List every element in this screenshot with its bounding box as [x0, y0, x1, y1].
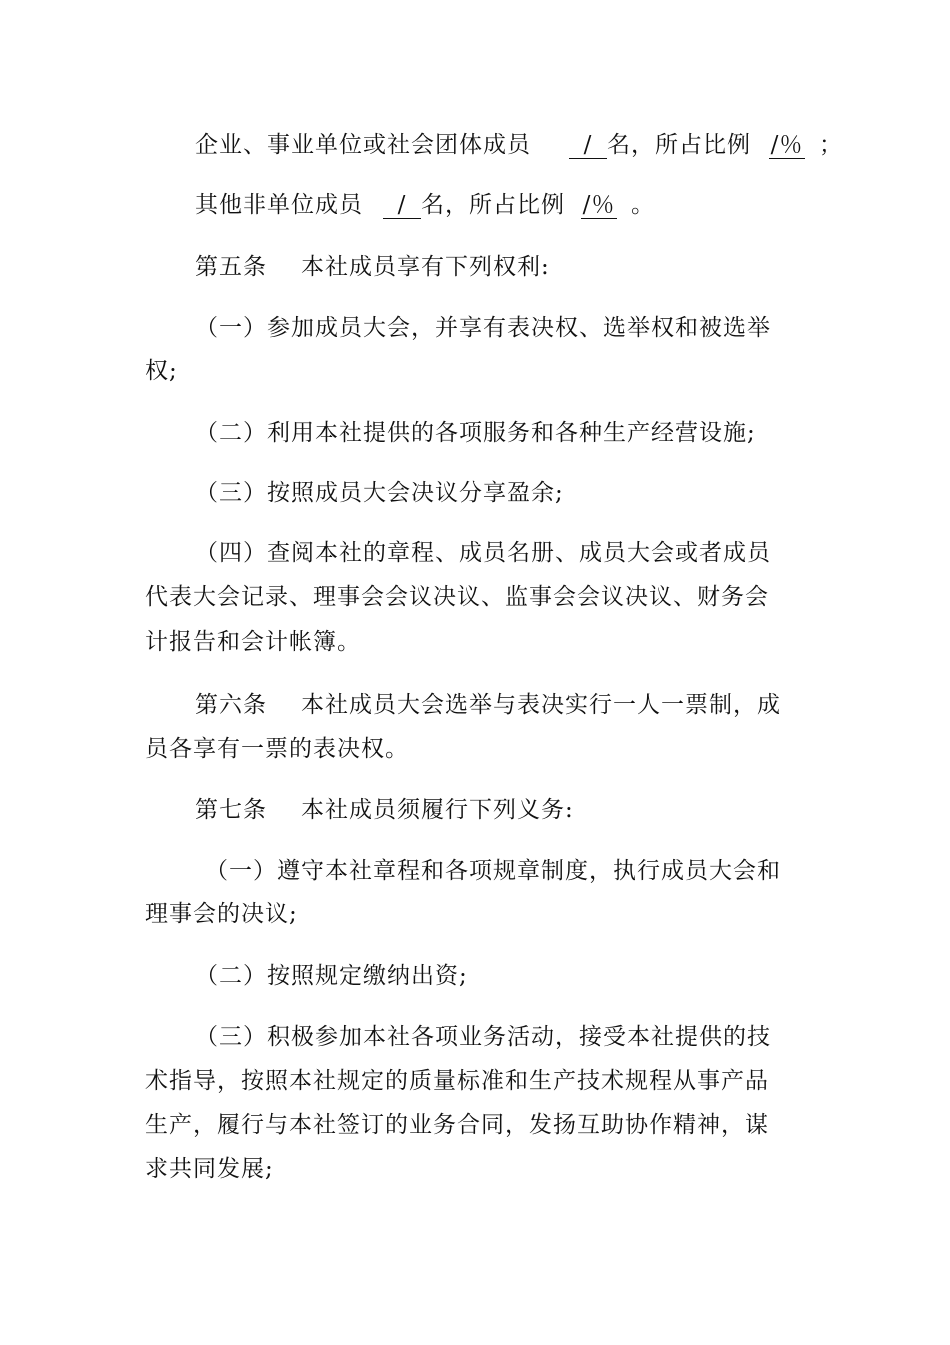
art5-item-1-line-2: 权; [145, 358, 178, 384]
article-7-number: 第七条 [195, 797, 267, 823]
art7-item-3-line-2: 术指导，按照本社规定的质量标准和生产技术规程从事产品 [145, 1068, 769, 1094]
other-percent-blank: /％ [582, 192, 616, 218]
article-6-line-2: 员各享有一票的表决权。 [145, 736, 409, 762]
enterprise-members-label: 企业、事业单位或社会团体成员 [195, 132, 531, 158]
other-ratio-label: 名，所占比例 [421, 192, 565, 218]
article-6-number: 第六条 [195, 692, 267, 718]
art5-item-4-line-1: （四）查阅本社的章程、成员名册、成员大会或者成员 [195, 540, 771, 566]
article-5-number: 第五条 [195, 254, 267, 280]
other-count-blank: / [383, 192, 421, 219]
article-7-title: 本社成员须履行下列义务: [301, 797, 574, 823]
enterprise-count-blank: / [569, 132, 607, 159]
art5-item-3: （三）按照成员大会决议分享盈余; [195, 480, 564, 506]
art7-item-2: （二）按照规定缴纳出资; [195, 963, 468, 989]
enterprise-percent-blank: /％ [770, 132, 804, 158]
enterprise-members-line [195, 130, 843, 160]
article-5-heading-line [195, 252, 550, 282]
art7-item-3-line-4: 求共同发展; [145, 1156, 274, 1182]
other-members-line [195, 190, 655, 220]
article-7-heading-line [195, 795, 574, 825]
art5-item-4-line-2: 代表大会记录、理事会会议决议、监事会会议决议、财务会 [145, 584, 769, 610]
enterprise-line-end: ； [819, 132, 843, 158]
art5-item-4-line-3: 计报告和会计帐簿。 [145, 629, 361, 655]
art5-item-2: （二）利用本社提供的各项服务和各种生产经营设施; [195, 420, 756, 446]
art7-item-1-line-2: 理事会的决议; [145, 901, 298, 927]
other-line-end: 。 [631, 192, 655, 218]
art7-item-3-line-3: 生产，履行与本社签订的业务合同，发扬互助协作精神，谋 [145, 1112, 769, 1138]
art5-item-1-line-1: （一）参加成员大会，并享有表决权、选举权和被选举 [195, 315, 771, 341]
other-members-label: 其他非单位成员 [195, 192, 363, 218]
art7-item-1-line-1: （一）遵守本社章程和各项规章制度，执行成员大会和 [205, 858, 781, 884]
article-5-title: 本社成员享有下列权利: [301, 254, 550, 280]
art7-item-3-line-1: （三）积极参加本社各项业务活动，接受本社提供的技 [195, 1024, 771, 1050]
article-6-text: 本社成员大会选举与表决实行一人一票制，成 [301, 692, 781, 718]
article-6-line-1 [195, 690, 781, 720]
enterprise-ratio-label: 名，所占比例 [607, 132, 751, 158]
